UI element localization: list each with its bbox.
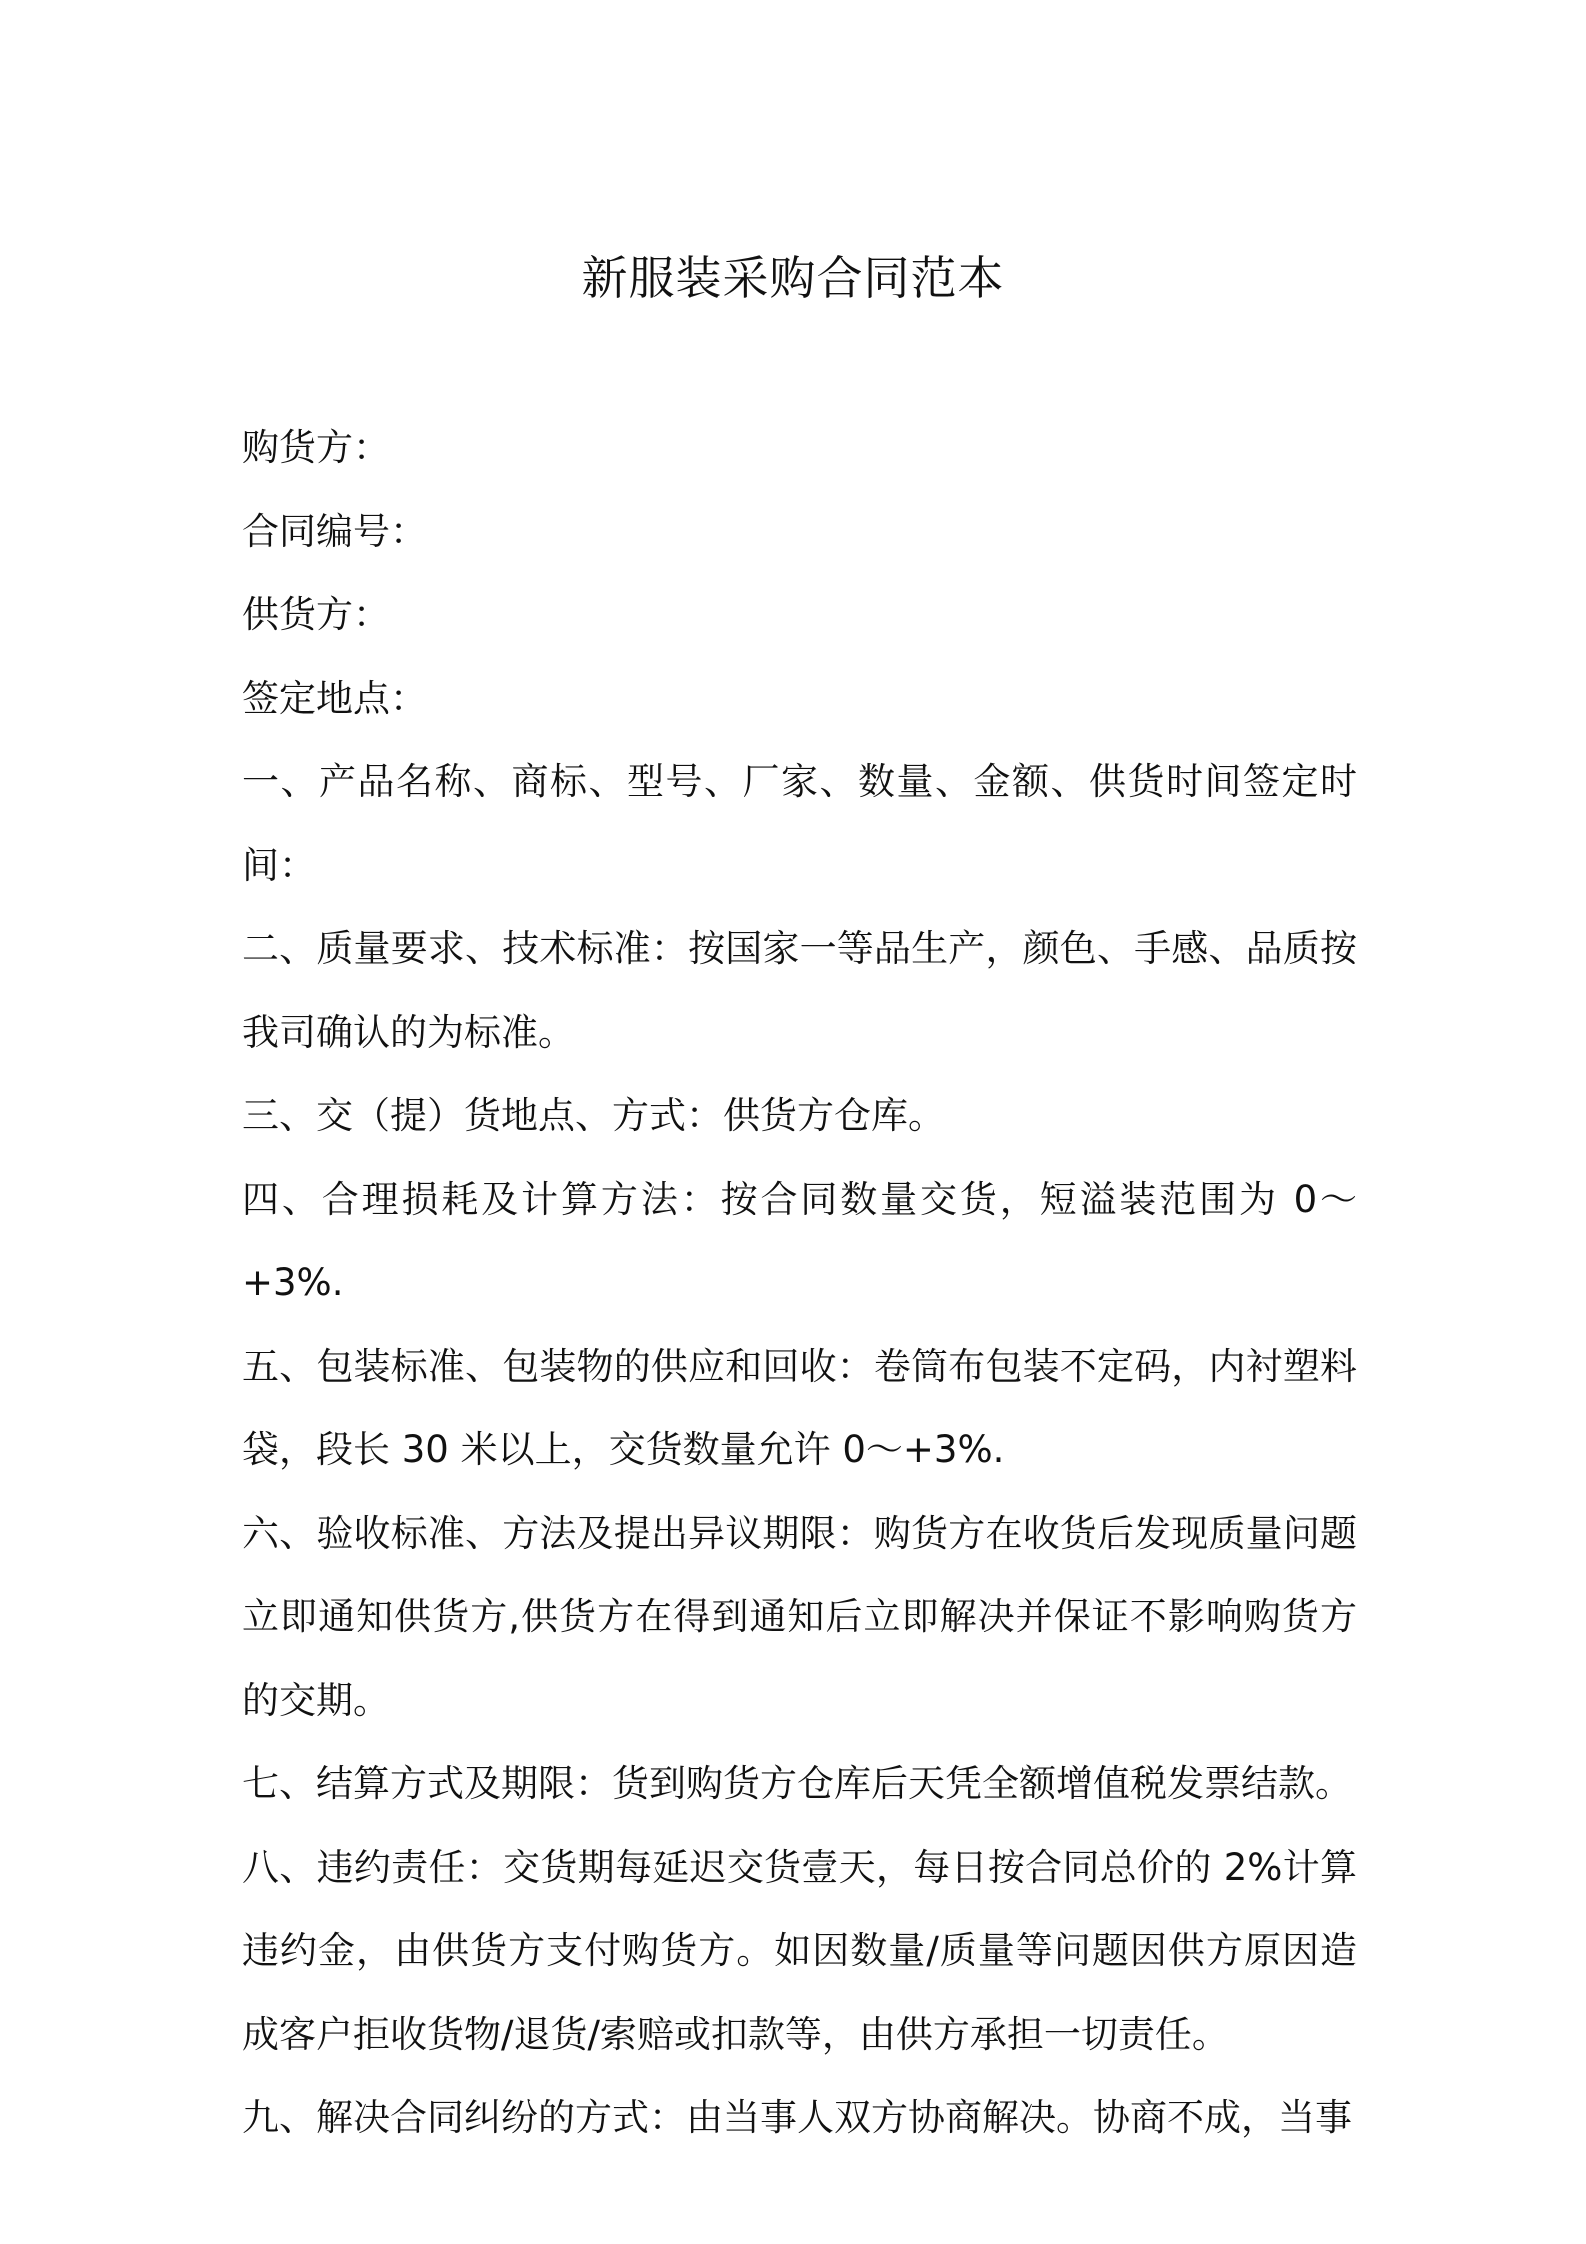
- clause-9-dispute: 九、解决合同纠纷的方式：由当事人双方协商解决。协商不成，当事: [242, 2096, 1352, 2139]
- field-signing-place: 签定地点：: [242, 676, 427, 720]
- clause-5-packaging: 五、包装标准、包装物的供应和回收：卷筒布包装不定码，内衬塑料袋，段长 30 米以上，交货数量允许 0～+3%.: [242, 1344, 1357, 1471]
- clause-8-liability: 八、违约责任：交货期每延迟交货壹天，每日按合同总价的 2%计算违约金，由供货方支付购货方。如因数量/质量等问题因供方原因造成客户拒收货物/退货/索赔或扣款等，由供方承担一切责任。: [242, 1845, 1357, 2056]
- field-supplier: 供货方：: [242, 593, 390, 636]
- field-buyer: 购货方：: [242, 426, 390, 469]
- document-title: 新服装采购合同范本: [581, 250, 1005, 305]
- document-body: [242, 406, 1357, 2160]
- clause-7-settlement: 七、结算方式及期限：货到购货方仓库后天凭全额增值税发票结款。: [242, 1762, 1352, 1805]
- clause-6-acceptance: 六、验收标准、方法及提出异议期限：购货方在收货后发现质量问题立即通知供货方,供货方在得到通知后立即解决并保证不影响购货方的交期。: [242, 1511, 1357, 1722]
- field-contract-number: 合同编号：: [242, 509, 427, 553]
- clause-1-product-info: 一、产品名称、商标、型号、厂家、数量、金额、供货时间签定时间：: [242, 760, 1357, 887]
- clause-2-quality: 二、质量要求、技术标准：按国家一等品生产，颜色、手感、品质按我司确认的为标准。: [242, 927, 1357, 1054]
- clause-3-delivery: 三、交（提）货地点、方式：供货方仓库。: [242, 1094, 945, 1137]
- clause-4-loss: 四、合理损耗及计算方法：按合同数量交货，短溢装范围为 0～+3%.: [242, 1177, 1357, 1304]
